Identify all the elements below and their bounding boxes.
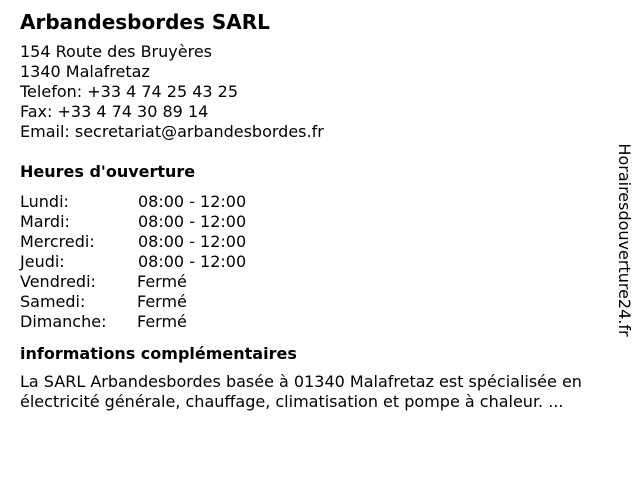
company-name: Arbandesbordes SARL (20, 10, 270, 34)
time-value: Fermé (137, 312, 187, 331)
business-card (20, 10, 620, 412)
hours-row-tuesday (20, 212, 620, 232)
phone-number: Telefon: +33 4 74 25 43 25 (20, 82, 239, 101)
hours-row-sunday (20, 312, 620, 332)
email-address: Email: secretariat@arbandesbordes.fr (20, 122, 324, 141)
day-label: Dimanche: (20, 312, 107, 331)
hours-row-monday (20, 192, 620, 212)
time-value: Fermé (137, 272, 187, 291)
day-label: Jeudi: (20, 252, 65, 271)
day-label: Samedi: (20, 292, 86, 311)
day-label: Vendredi: (20, 272, 96, 291)
hours-row-thursday (20, 252, 620, 272)
address-street: 154 Route des Bruyères (20, 42, 212, 61)
business-description: La SARL Arbandesbordes basée à 01340 Malafretaz est spécialisée en électricité générale, chauffage, climatisation et pompe à chaleur. ... (20, 372, 582, 411)
time-value: 08:00 - 12:00 (138, 232, 247, 251)
day-label: Mercredi: (20, 232, 95, 251)
time-value: 08:00 - 12:00 (138, 252, 247, 271)
address-city: 1340 Malafretaz (20, 62, 150, 81)
info-heading: informations complémentaires (20, 344, 297, 363)
time-value: Fermé (137, 292, 187, 311)
day-label: Mardi: (20, 212, 70, 231)
hours-row-friday (20, 272, 620, 292)
time-value: 08:00 - 12:00 (138, 192, 247, 211)
hours-heading: Heures d'ouverture (20, 162, 196, 181)
address-block (20, 42, 620, 142)
fax-number: Fax: +33 4 74 30 89 14 (20, 102, 209, 121)
site-watermark: Horairesdouverture24.fr (615, 143, 634, 337)
hours-row-saturday (20, 292, 620, 312)
hours-table (20, 192, 620, 332)
day-label: Lundi: (20, 192, 69, 211)
time-value: 08:00 - 12:00 (138, 212, 247, 231)
hours-row-wednesday (20, 232, 620, 252)
